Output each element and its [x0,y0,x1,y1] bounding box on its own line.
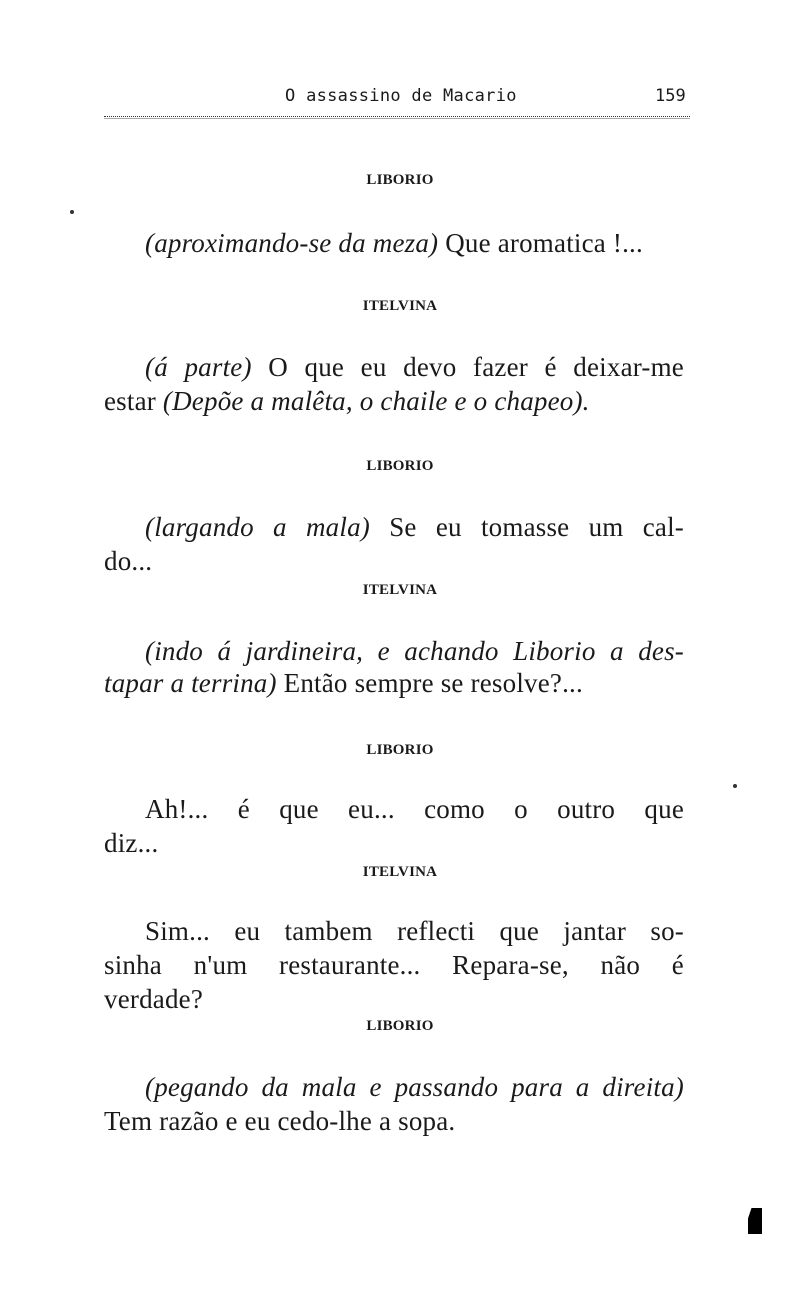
page-number: 159 [655,86,686,106]
speaker-name: LIBORIO [366,172,434,188]
speck-mark [733,784,737,788]
spoken-text: Que aromatica !... [438,228,643,258]
speaker-name: LIBORIO [366,742,434,758]
dialogue-line [104,546,152,577]
header-rule [104,116,690,117]
line-text [104,546,152,576]
dialogue-line [145,228,643,259]
stage-direction: (largando a mala) [145,512,370,542]
spoken-text: Se eu tomasse um cal- [369,512,684,542]
line-text [145,352,684,382]
speck-mark [70,210,74,214]
line-text [145,1072,684,1102]
dialogue-line [104,1106,455,1137]
dialogue-line [104,668,583,699]
dialogue-line [145,916,684,947]
stage-direction: (Depõe a malêta, o chaile e o chapeo). [162,386,590,416]
speaker-name: LIBORIO [366,1018,434,1034]
line-text [145,512,684,542]
spoken-text: Ah!... é que eu... como o outro que [145,794,684,824]
dialogue-line [145,794,684,825]
dialogue-line [104,984,203,1015]
spoken-text: do... [104,546,153,576]
dialogue-line [145,1072,684,1103]
stage-direction: (pegando da mala e passando para a direita) [145,1072,684,1102]
spoken-text: Tem razão e eu cedo-lhe a sopa. [104,1106,456,1136]
stage-direction: (á parte) [145,352,252,382]
dialogue-line [104,828,158,859]
line-text [104,950,684,980]
line-text [104,668,583,698]
header-rule-shadow [104,118,690,119]
stage-direction: (aproximando-se da meza) [145,228,439,258]
spoken-text: O que eu devo fazer é deixar-me [251,352,684,382]
dialogue-line [145,636,684,667]
spoken-text: Sim... eu tambem reflecti que jantar so- [145,916,684,946]
dialogue-line [104,950,684,981]
line-text [145,916,684,946]
spoken-text: verdade? [104,984,204,1014]
speaker-name: LIBORIO [366,458,434,474]
spoken-text: sinha n'um restaurante... Repara-se, não é [104,950,684,980]
line-text [104,1106,455,1136]
running-header-title: O assassino de Macario [285,86,517,106]
stage-direction: (indo á jardineira, e achando Liborio a des- [145,636,684,666]
stage-direction: tapar a terrina) [104,668,277,698]
line-text [104,984,203,1014]
line-text [145,636,684,666]
spoken-text: estar [104,386,163,416]
speaker-name: ITELVINA [362,864,438,880]
line-text [145,794,684,824]
line-text [104,386,590,416]
dialogue-line [145,352,684,383]
line-text [145,228,643,258]
spoken-text: diz... [104,828,159,858]
page-edge-mark [748,1208,762,1234]
dialogue-line [104,386,590,417]
line-text [104,828,158,858]
speaker-name: ITELVINA [362,582,438,598]
spoken-text: Então sempre se resolve?... [276,668,583,698]
dialogue-line [145,512,684,543]
speaker-name: ITELVINA [362,298,438,314]
